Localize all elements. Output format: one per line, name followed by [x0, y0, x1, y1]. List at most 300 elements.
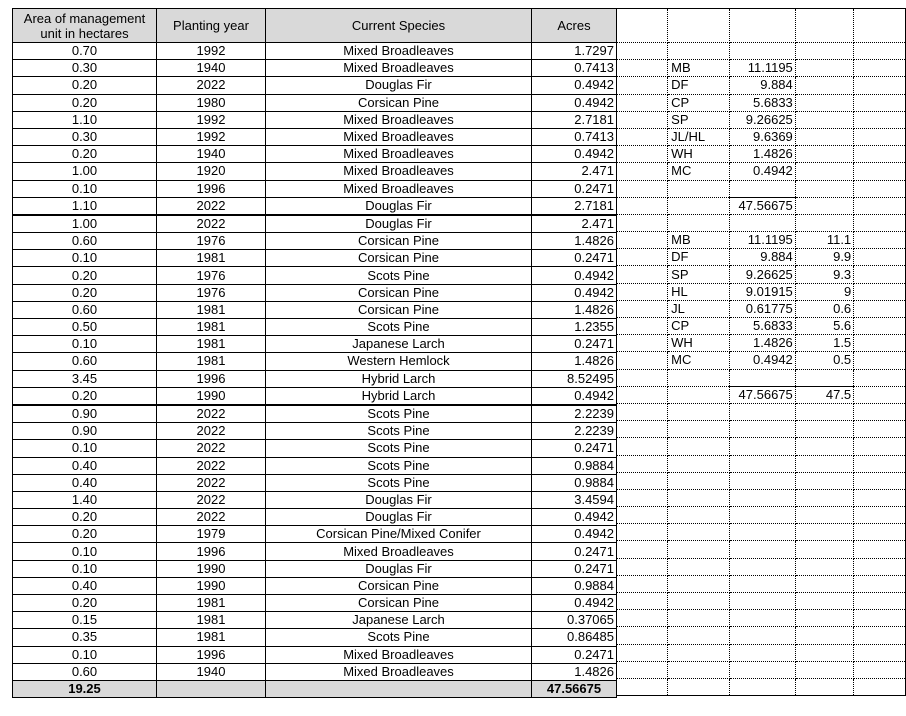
- summary-cell: [668, 593, 729, 610]
- summary-cell: [729, 369, 795, 386]
- summary-cell: [854, 111, 906, 128]
- area-cell: 0.20: [13, 77, 157, 94]
- year-cell: 1996: [157, 543, 266, 560]
- summary-cell: [668, 369, 729, 386]
- summary-cell: [668, 661, 729, 678]
- year-cell: 2022: [157, 197, 266, 215]
- total-acres: 47.56675: [532, 680, 617, 697]
- summary-cell: [729, 43, 795, 60]
- acres-cell: 3.4594: [532, 491, 617, 508]
- species-code: MC: [668, 352, 729, 369]
- summary-cell: [795, 438, 853, 455]
- year-cell: 1976: [157, 233, 266, 250]
- species-acres: 9.884: [729, 249, 795, 266]
- species-cell: Mixed Broadleaves: [266, 128, 532, 145]
- area-cell: 0.50: [13, 319, 157, 336]
- summary-cell: [729, 507, 795, 524]
- summary-row: [616, 197, 906, 214]
- species-cell: Scots Pine: [266, 267, 532, 284]
- area-cell: 0.60: [13, 301, 157, 318]
- summary-cell: [729, 455, 795, 472]
- table-row: [13, 215, 617, 233]
- summary-row: [616, 9, 906, 43]
- acres-cell: 0.2471: [532, 440, 617, 457]
- species-acres-rounded: 5.6: [795, 318, 853, 335]
- species-acres: 9.884: [729, 77, 795, 94]
- species-cell: Japanese Larch: [266, 612, 532, 629]
- table-row: [13, 267, 617, 284]
- table-row: [13, 646, 617, 663]
- species-cell: Scots Pine: [266, 440, 532, 457]
- area-cell: 0.20: [13, 284, 157, 301]
- species-acres: 5.6833: [729, 318, 795, 335]
- summary-row: [616, 128, 906, 145]
- summary-cell: [854, 163, 906, 180]
- area-cell: 0.90: [13, 423, 157, 440]
- acres-cell: 0.4942: [532, 94, 617, 111]
- species-cell: Mixed Broadleaves: [266, 43, 532, 60]
- summary-cell: [616, 318, 668, 335]
- summary-cell: [854, 232, 906, 249]
- summary-cell: [616, 575, 668, 592]
- species-cell: Mixed Broadleaves: [266, 543, 532, 560]
- summary-row: [616, 300, 906, 317]
- table-row: [13, 560, 617, 577]
- species-acres: 9.01915: [729, 283, 795, 300]
- year-cell: 2022: [157, 423, 266, 440]
- summary-row: [616, 661, 906, 678]
- summary-cell: [668, 644, 729, 661]
- year-cell: 1940: [157, 60, 266, 77]
- year-cell: 1920: [157, 163, 266, 180]
- summary-cell: [729, 403, 795, 420]
- summary-cell: [729, 541, 795, 558]
- species-cell: Corsican Pine/Mixed Conifer: [266, 526, 532, 543]
- summary-cell: [795, 627, 853, 644]
- summary-row: [616, 524, 906, 541]
- acres-cell: 0.86485: [532, 629, 617, 646]
- area-cell: 0.10: [13, 250, 157, 267]
- total-row: [13, 680, 617, 697]
- summary-cell: [854, 197, 906, 214]
- summary-cell: [729, 593, 795, 610]
- species-cell: Mixed Broadleaves: [266, 146, 532, 163]
- species-code: WH: [668, 146, 729, 163]
- header-area: Area of management unit in hectares: [13, 9, 157, 43]
- table-row: [13, 370, 617, 387]
- summary-cell: [854, 472, 906, 489]
- area-cell: 0.10: [13, 543, 157, 560]
- table-row: [13, 146, 617, 163]
- summary-cell: [668, 678, 729, 695]
- table-row: [13, 509, 617, 526]
- species-cell: Scots Pine: [266, 474, 532, 491]
- species-cell: Mixed Broadleaves: [266, 180, 532, 197]
- summary-cell: [795, 43, 853, 60]
- summary-cell: [668, 421, 729, 438]
- species-cell: Corsican Pine: [266, 301, 532, 318]
- summary-cell: [729, 644, 795, 661]
- acres-cell: 1.2355: [532, 319, 617, 336]
- summary-cell: [854, 575, 906, 592]
- summary-cell: [616, 232, 668, 249]
- summary-cell: [729, 627, 795, 644]
- area-cell: 3.45: [13, 370, 157, 387]
- area-cell: 0.20: [13, 526, 157, 543]
- summary-cell: [616, 678, 668, 695]
- summary-row: [616, 111, 906, 128]
- acres-cell: 1.4826: [532, 233, 617, 250]
- summary-row: [616, 610, 906, 627]
- summary-row: [616, 678, 906, 695]
- table-row: [13, 387, 617, 405]
- acres-cell: 0.2471: [532, 336, 617, 353]
- summary-row: [616, 60, 906, 77]
- summary-cell: [616, 489, 668, 506]
- species-cell: Hybrid Larch: [266, 387, 532, 405]
- area-cell: 0.20: [13, 267, 157, 284]
- table-row: [13, 457, 617, 474]
- year-cell: 1981: [157, 595, 266, 612]
- summary-cell: [616, 60, 668, 77]
- summary-cell: [854, 644, 906, 661]
- area-cell: 1.10: [13, 111, 157, 128]
- summary-cell: [854, 678, 906, 695]
- summary-cell: [729, 558, 795, 575]
- table-row: [13, 233, 617, 250]
- summary-cell: [616, 421, 668, 438]
- area-cell: 0.30: [13, 128, 157, 145]
- summary-cell: [854, 318, 906, 335]
- summary-cell: [616, 180, 668, 197]
- summary-cell: [854, 43, 906, 60]
- summary-cell: [795, 128, 853, 145]
- acres-cell: 0.4942: [532, 526, 617, 543]
- area-cell: 0.10: [13, 560, 157, 577]
- summary-cell: [729, 472, 795, 489]
- species-acres: 1.4826: [729, 335, 795, 352]
- acres-cell: 2.2239: [532, 405, 617, 423]
- summary-cell: [854, 541, 906, 558]
- species-code: WH: [668, 335, 729, 352]
- species-cell: Scots Pine: [266, 423, 532, 440]
- summary-cell: [854, 266, 906, 283]
- summary-row: [616, 94, 906, 111]
- table-row: [13, 60, 617, 77]
- summary-cell: [668, 524, 729, 541]
- species-acres-rounded: 11.1: [795, 232, 853, 249]
- species-summary-grid: [616, 8, 906, 696]
- acres-cell: 0.9884: [532, 474, 617, 491]
- summary-cell: [729, 524, 795, 541]
- summary-cell: [854, 421, 906, 438]
- acres-cell: 0.7413: [532, 128, 617, 145]
- summary-cell: [854, 335, 906, 352]
- summary-cell: [668, 627, 729, 644]
- acres-cell: 1.4826: [532, 301, 617, 318]
- species-acres: 9.26625: [729, 266, 795, 283]
- summary-cell: [616, 300, 668, 317]
- summary-cell: [854, 180, 906, 197]
- year-cell: 2022: [157, 405, 266, 423]
- summary-cell: [668, 541, 729, 558]
- area-cell: 0.60: [13, 353, 157, 370]
- summary-row: [616, 43, 906, 60]
- summary-cell: [729, 610, 795, 627]
- summary-row: [616, 627, 906, 644]
- acres-cell: 0.4942: [532, 595, 617, 612]
- summary-cell: [795, 369, 853, 386]
- table-row: [13, 284, 617, 301]
- summary-cell: [616, 507, 668, 524]
- summary-cell: [668, 575, 729, 592]
- year-cell: 1976: [157, 284, 266, 301]
- summary-row: [616, 489, 906, 506]
- summary-cell: [795, 472, 853, 489]
- summary-cell: [854, 146, 906, 163]
- area-cell: 0.20: [13, 509, 157, 526]
- acres-cell: 2.2239: [532, 423, 617, 440]
- summary-row: [616, 541, 906, 558]
- area-cell: 0.10: [13, 180, 157, 197]
- area-cell: 0.30: [13, 60, 157, 77]
- species-acres: 5.6833: [729, 94, 795, 111]
- species-acres: 11.1195: [729, 60, 795, 77]
- species-acres: 1.4826: [729, 146, 795, 163]
- area-cell: 0.15: [13, 612, 157, 629]
- summary-cell: [795, 60, 853, 77]
- summary-cell: [616, 146, 668, 163]
- summary-cell: [616, 627, 668, 644]
- summary-cell: [795, 163, 853, 180]
- species-acres-rounded: 0.6: [795, 300, 853, 317]
- table-row: [13, 197, 617, 215]
- year-cell: 1996: [157, 646, 266, 663]
- table-row: [13, 405, 617, 423]
- summary-cell: [854, 386, 906, 403]
- year-cell: 2022: [157, 215, 266, 233]
- summary-cell: [616, 352, 668, 369]
- summary-cell: [729, 180, 795, 197]
- year-cell: 1981: [157, 301, 266, 318]
- summary-cell: [795, 558, 853, 575]
- summary-cell: [616, 438, 668, 455]
- species-acres-rounded: 1.5: [795, 335, 853, 352]
- summary-cell: [854, 77, 906, 94]
- species-code: MC: [668, 163, 729, 180]
- species-code: SP: [668, 266, 729, 283]
- summary-cell: [854, 627, 906, 644]
- summary-row: [616, 352, 906, 369]
- year-cell: 2022: [157, 474, 266, 491]
- summary-row: [616, 575, 906, 592]
- summary-cell: [616, 403, 668, 420]
- acres-cell: 2.471: [532, 163, 617, 180]
- area-cell: 0.20: [13, 94, 157, 111]
- year-cell: 1992: [157, 43, 266, 60]
- summary-cell: [668, 507, 729, 524]
- species-code: CP: [668, 94, 729, 111]
- header-current-species: Current Species: [266, 9, 532, 43]
- species-acres: 0.61775: [729, 300, 795, 317]
- table-row: [13, 526, 617, 543]
- table-row: [13, 128, 617, 145]
- summary-cell: [795, 524, 853, 541]
- acres-cell: 0.37065: [532, 612, 617, 629]
- summary-cell: [854, 214, 906, 231]
- summary-row: [616, 507, 906, 524]
- summary-row: [616, 421, 906, 438]
- summary-row: [616, 438, 906, 455]
- year-cell: 2022: [157, 509, 266, 526]
- summary-cell: [616, 524, 668, 541]
- summary-cell: [795, 575, 853, 592]
- summary-cell: [616, 386, 668, 403]
- year-cell: 1996: [157, 370, 266, 387]
- year-cell: 1981: [157, 336, 266, 353]
- summary-cell: [854, 507, 906, 524]
- species-acres: 9.6369: [729, 128, 795, 145]
- year-cell: 1990: [157, 577, 266, 594]
- summary-cell: [616, 163, 668, 180]
- species-code: JL: [668, 300, 729, 317]
- year-cell: 1976: [157, 267, 266, 284]
- summary-row: [616, 644, 906, 661]
- summary-cell: [854, 300, 906, 317]
- area-cell: 1.00: [13, 163, 157, 180]
- year-cell: 2022: [157, 440, 266, 457]
- species-code: HL: [668, 283, 729, 300]
- summary-cell: [854, 610, 906, 627]
- year-cell: 1996: [157, 180, 266, 197]
- summary-row: [616, 472, 906, 489]
- area-cell: 0.35: [13, 629, 157, 646]
- species-code: MB: [668, 60, 729, 77]
- table-row: [13, 491, 617, 508]
- header-planting-year: Planting year: [157, 9, 266, 43]
- acres-cell: 1.4826: [532, 353, 617, 370]
- year-cell: 1981: [157, 612, 266, 629]
- summary-cell: [729, 214, 795, 231]
- summary-cell: [616, 593, 668, 610]
- summary-cell: [795, 593, 853, 610]
- area-cell: 0.10: [13, 646, 157, 663]
- summary-cell: [616, 43, 668, 60]
- summary-cell: [616, 9, 668, 43]
- acres-cell: 0.4942: [532, 146, 617, 163]
- area-cell: 1.10: [13, 197, 157, 215]
- summary-total-rounded: 47.5: [795, 386, 853, 403]
- acres-cell: 0.2471: [532, 646, 617, 663]
- total-empty: [266, 680, 532, 697]
- species-code: SP: [668, 111, 729, 128]
- summary-cell: [854, 352, 906, 369]
- summary-row: [616, 77, 906, 94]
- summary-row: [616, 386, 906, 403]
- summary-cell: [616, 266, 668, 283]
- acres-cell: 0.4942: [532, 387, 617, 405]
- table-row: [13, 612, 617, 629]
- summary-cell: [668, 386, 729, 403]
- area-cell: 0.90: [13, 405, 157, 423]
- summary-row: [616, 318, 906, 335]
- table-row: [13, 43, 617, 60]
- year-cell: 1992: [157, 111, 266, 128]
- summary-cell: [616, 197, 668, 214]
- summary-cell: [795, 507, 853, 524]
- summary-cell: [616, 644, 668, 661]
- summary-cell: [795, 77, 853, 94]
- area-cell: 0.40: [13, 474, 157, 491]
- summary-cell: [795, 455, 853, 472]
- year-cell: 1990: [157, 560, 266, 577]
- area-cell: 0.40: [13, 457, 157, 474]
- year-cell: 1940: [157, 146, 266, 163]
- year-cell: 1990: [157, 387, 266, 405]
- summary-cell: [854, 661, 906, 678]
- species-cell: Scots Pine: [266, 629, 532, 646]
- summary-cell: [616, 335, 668, 352]
- species-cell: Douglas Fir: [266, 509, 532, 526]
- species-cell: Corsican Pine: [266, 577, 532, 594]
- summary-row: [616, 214, 906, 231]
- acres-cell: 0.2471: [532, 560, 617, 577]
- summary-cell: [729, 421, 795, 438]
- table-row: [13, 543, 617, 560]
- summary-row: [616, 180, 906, 197]
- acres-cell: 0.9884: [532, 577, 617, 594]
- summary-cell: [616, 541, 668, 558]
- summary-cell: [795, 180, 853, 197]
- summary-cell: [668, 214, 729, 231]
- summary-cell: [795, 421, 853, 438]
- species-cell: Douglas Fir: [266, 77, 532, 94]
- area-cell: 0.70: [13, 43, 157, 60]
- summary-total: 47.56675: [729, 197, 795, 214]
- acres-cell: 8.52495: [532, 370, 617, 387]
- total-empty: [157, 680, 266, 697]
- species-code: JL/HL: [668, 128, 729, 145]
- summary-cell: [616, 455, 668, 472]
- acres-cell: 0.7413: [532, 60, 617, 77]
- table-row: [13, 250, 617, 267]
- summary-cell: [795, 541, 853, 558]
- area-cell: 1.00: [13, 215, 157, 233]
- summary-row: [616, 163, 906, 180]
- summary-cell: [795, 678, 853, 695]
- summary-cell: [668, 197, 729, 214]
- acres-cell: 0.2471: [532, 180, 617, 197]
- table-row: [13, 111, 617, 128]
- summary-total: 47.56675: [729, 386, 795, 403]
- summary-cell: [668, 489, 729, 506]
- summary-cell: [668, 9, 729, 43]
- species-cell: Douglas Fir: [266, 215, 532, 233]
- summary-cell: [616, 77, 668, 94]
- year-cell: 2022: [157, 491, 266, 508]
- acres-cell: 2.7181: [532, 111, 617, 128]
- summary-cell: [616, 472, 668, 489]
- summary-row: [616, 558, 906, 575]
- summary-row: [616, 266, 906, 283]
- table-row: [13, 94, 617, 111]
- summary-cell: [795, 644, 853, 661]
- summary-row: [616, 369, 906, 386]
- summary-cell: [854, 489, 906, 506]
- summary-cell: [668, 180, 729, 197]
- summary-cell: [616, 249, 668, 266]
- acres-cell: 2.471: [532, 215, 617, 233]
